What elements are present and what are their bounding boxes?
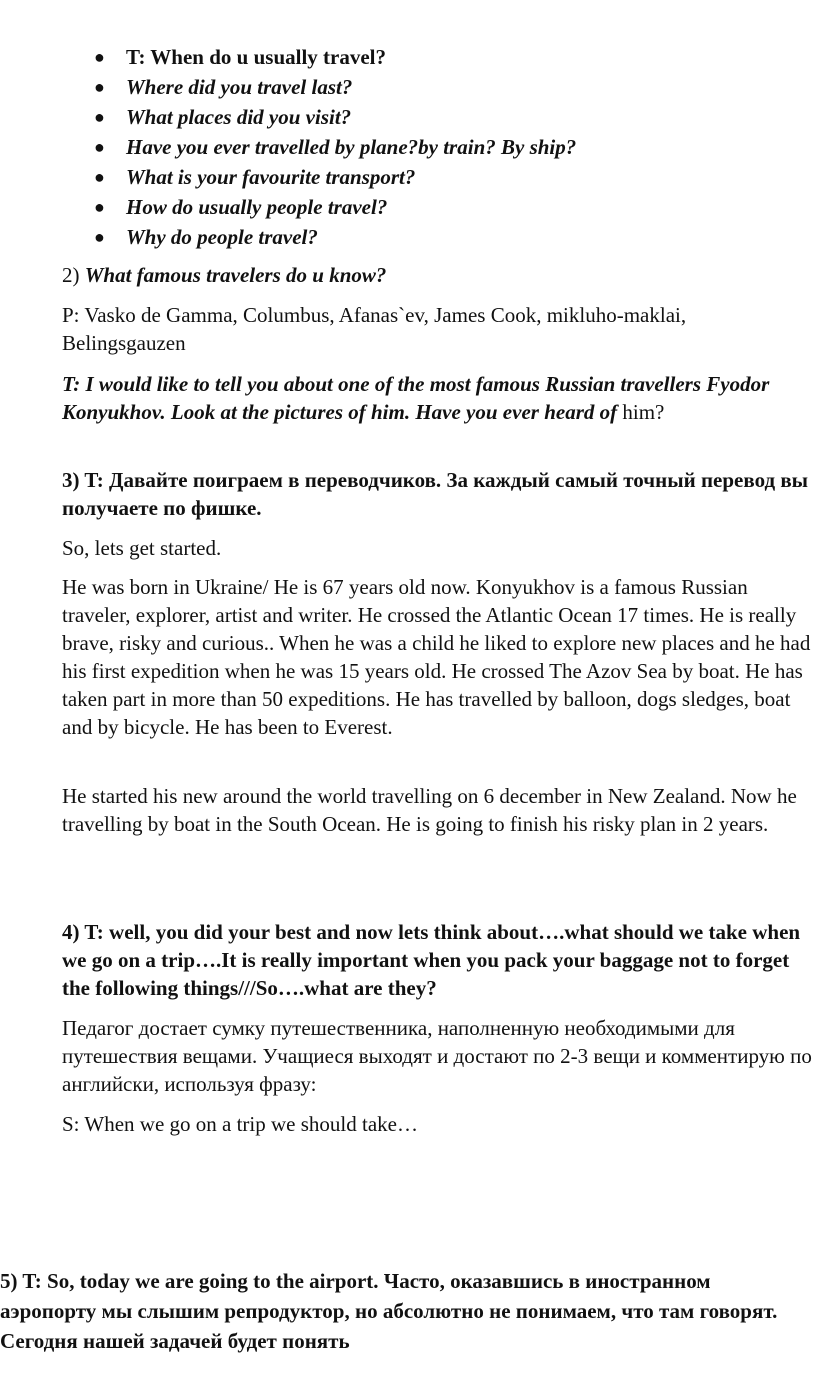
section4-paragraph: Педагог достает сумку путешественника, наполненную необходимыми для путешествия вещами. Учащиеся выходят и достают по 2-3 вещи и комментирую по английски, используя фразу: (62, 1016, 812, 1096)
section4-heading: 4) T: well, you did your best and now lets think about….what should we take when we go on a trip….It is really important when you pack your baggage not to forget the following things///So….what are they? (62, 920, 801, 1000)
section4-phrase: S: When we go on a trip we should take… (62, 1112, 418, 1136)
section3-paragraph-2: He started his new around the world travelling on 6 december in New Zealand. Now he travelling by boat in the South Ocean. He is going to finish his risky plan in 2 years. (62, 784, 797, 836)
list-item (62, 72, 802, 102)
section2-answer: P: Vasko de Gamma, Columbus, Afanas`ev, James Cook, mikluho-maklai, Belingsgauzen (62, 303, 687, 355)
bullet-icon: ● (94, 197, 105, 217)
list-item (62, 222, 802, 252)
bullet-icon: ● (94, 227, 105, 247)
section3-intro: So, lets get started. (62, 536, 222, 560)
list-item (62, 132, 802, 162)
section2-teacher-line (62, 370, 814, 426)
question-text: Why do people travel? (126, 225, 318, 249)
question-text: T: When do u usually travel? (126, 45, 387, 69)
question-text: Where did you travel last? (126, 75, 353, 99)
question-text: What is your favourite transport? (126, 165, 416, 189)
teacher-line-bold: T: I would like to tell you about one of the most famous Russian travellers Fyodor Konyukhov. Look at the pictures of him. Have you ever heard of (62, 372, 770, 424)
question-list (62, 42, 802, 252)
list-item (62, 192, 802, 222)
bullet-icon: ● (94, 107, 105, 127)
section3-heading: 3) T: Давайте поиграем в переводчиков. За каждый самый точный перевод вы получаете по фишке. (62, 468, 809, 520)
question-text: Have you ever travelled by plane?by train? By ship? (126, 135, 577, 159)
section-question: What famous travelers do u know? (84, 263, 387, 287)
list-item (62, 102, 802, 132)
list-item (62, 162, 802, 192)
section3-paragraph-1: He was born in Ukraine/ He is 67 years old now. Konyukhov is a famous Russian traveler, explorer, artist and writer. He crossed the Atlantic Ocean 17 times. He is really brave, risky and curious.. When he was a child he liked to explore new places and he had his first expedition when he was 15 years old. He crossed The Azov Sea by boat. He has taken part in more than 50 expeditions. He has travelled by balloon, dogs sledges, boat and by bicycle. He has been to Everest. (62, 575, 811, 739)
list-item (62, 42, 802, 72)
bullet-icon: ● (94, 167, 105, 187)
section2-question (62, 261, 814, 289)
bullet-icon: ● (94, 47, 105, 67)
bullet-icon: ● (94, 137, 105, 157)
teacher-line-tail: him? (617, 400, 665, 424)
question-text: How do usually people travel? (126, 195, 388, 219)
section-number: 2) (62, 263, 85, 287)
question-text: What places did you visit? (126, 105, 352, 129)
section5-heading: 5) T: So, today we are going to the airport. Часто, оказавшись в иностранном аэропорту мы слышим репродуктор, но абсолютно не понимаем, что там говорят. Сегодня нашей задачей будет понять (0, 1269, 778, 1353)
bullet-icon: ● (94, 77, 105, 97)
